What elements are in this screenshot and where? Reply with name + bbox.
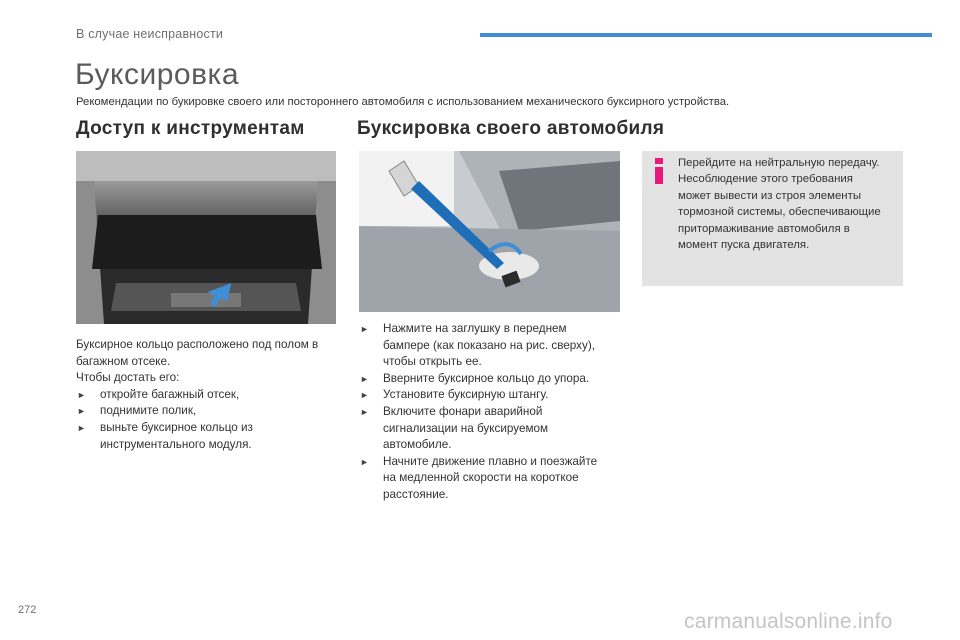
tool-access-text (76, 337, 338, 453)
list-item: ► Начните движение плавно и поезжайте на медленной скорости на короткое расстояние. (360, 454, 598, 501)
intro-line: Буксирное кольцо расположено под полом в (76, 338, 319, 351)
bullet-icon: ► (360, 324, 369, 334)
bumper-illustration (359, 151, 620, 312)
heading-own-towing: Буксировка своего автомобиля (357, 118, 665, 139)
heading-tool-access: Доступ к инструментам (76, 118, 305, 139)
list-item: ► поднимите полик, (76, 403, 338, 420)
bullet-icon: ► (360, 406, 369, 417)
info-text: Перейдите на нейтральную передачу. Несоблюдение этого требования может вывести из строя элементы тормозной системы, обеспечивающие притормаживание автомобиля в момент пуска двигателя. (678, 157, 881, 252)
trunk-illustration (76, 151, 336, 324)
section-header: В случае неисправности (76, 27, 224, 41)
page-title: Буксировка (75, 58, 240, 91)
list-item: ► Нажмите на заглушку в переднем бампере (как показано на рис. сверху), чтобы открыть ее. (360, 322, 595, 369)
header-accent-bar (480, 33, 932, 37)
page-number: 272 (18, 604, 37, 616)
watermark: carmanualsonline.info (684, 610, 893, 633)
list-item: ► выньте буксирное кольцо из инструментального модуля. (77, 420, 253, 451)
page-subtitle: Рекомендации по букировке своего или постороннего автомобиля с использованием механического буксирного устройства. (76, 96, 730, 108)
intro-line: Чтобы достать его: (76, 371, 180, 385)
bullet-icon: ► (77, 389, 86, 400)
list-item: ► откройте багажный отсек, (76, 387, 338, 404)
bullet-icon: ► (77, 406, 86, 417)
intro-line: багажном отсеке. (76, 354, 171, 368)
bullet-icon: ► (77, 422, 86, 433)
list-item: ► Включите фонари аварийной сигнализации на буксируемом автомобиле. (360, 404, 549, 452)
info-icon (654, 158, 664, 184)
own-towing-steps (359, 321, 621, 504)
list-item: ► Вверните буксирное кольцо до упора. (359, 371, 621, 388)
bullet-icon: ► (360, 373, 369, 384)
info-box (642, 151, 903, 286)
bullet-icon: ► (360, 390, 369, 401)
bullet-icon: ► (360, 456, 369, 467)
list-item: ► Установите буксирную штангу. (359, 387, 621, 404)
